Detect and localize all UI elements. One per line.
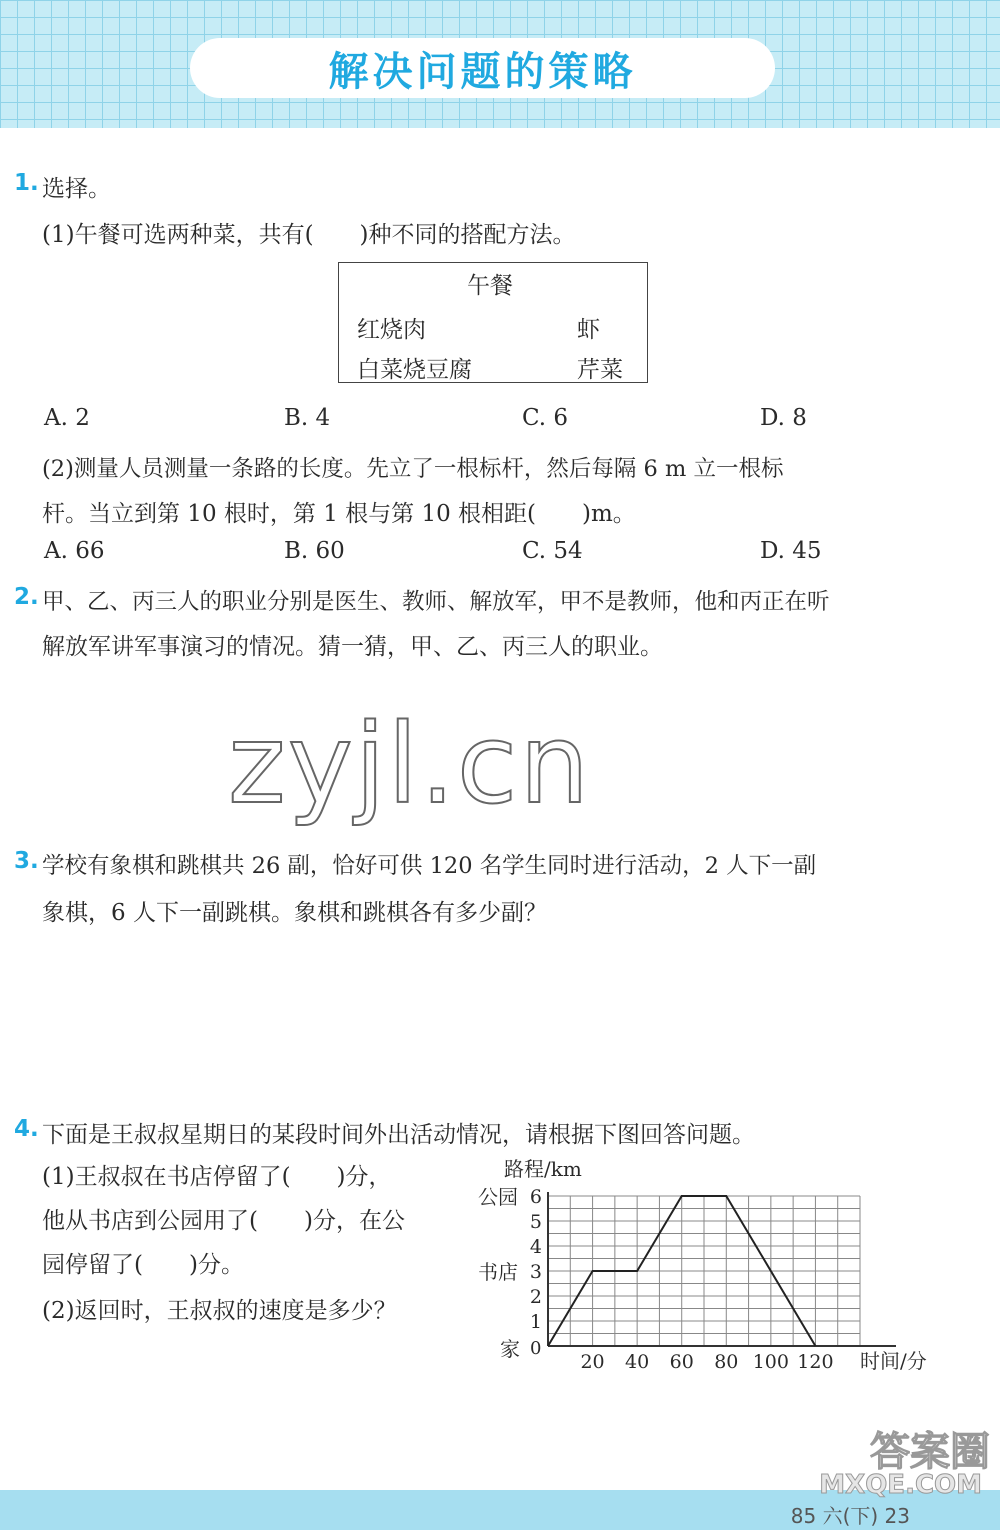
q4-line1: 下面是王叔叔星期日的某段时间外出活动情况，请根据下图回答问题。: [42, 1122, 755, 1148]
brand-logo-top: 答案圈: [870, 1429, 990, 1475]
y-tick-label: 6: [529, 1186, 542, 1208]
q4-sub1-line1: (1)王叔叔在书店停留了( )分，: [42, 1164, 392, 1190]
watermark: zyjl.cn: [228, 700, 592, 828]
y-place-label-bookstore: 书店: [478, 1260, 518, 1284]
x-tick-label: 40: [625, 1351, 650, 1373]
chart-axes: [548, 1192, 896, 1346]
q1-option-d2: D. 45: [760, 538, 822, 564]
q3-line1: 学校有象棋和跳棋共 26 副，恰好可供 120 名学生同时进行活动，2 人下一副: [42, 853, 817, 879]
q2-number: 2.: [14, 584, 39, 610]
q1-option-c: C. 6: [522, 405, 569, 431]
q1-sub2-line1: (2)测量人员测量一条路的长度。先立了一根标杆，然后每隔 6 m 立一根标: [42, 456, 784, 482]
y-tick-label: 4: [529, 1236, 542, 1258]
x-tick-label: 100: [752, 1351, 789, 1373]
page-title: 解决问题的策略: [328, 48, 637, 95]
q4-number: 4.: [14, 1116, 39, 1142]
y-place-label-home: 家: [500, 1337, 520, 1361]
menu-item: 虾: [577, 317, 600, 343]
header-grid-banner: [0, 0, 1000, 128]
title-pill: [190, 38, 775, 98]
q1-sub1: (1)午餐可选两种菜，共有( )种不同的搭配方法。: [42, 222, 576, 248]
y-axis-label: 路程/km: [504, 1157, 582, 1181]
q2-line2: 解放军讲军事演习的情况。猜一猜，甲、乙、丙三人的职业。: [42, 634, 663, 660]
brand-logo: MXQE.COM: [819, 1470, 982, 1500]
q1-option-a2: A. 66: [44, 538, 105, 564]
q2-line1: 甲、乙、丙三人的职业分别是医生、教师、解放军，甲不是教师，他和丙正在听: [42, 589, 830, 615]
menu-heading: 午餐: [467, 273, 513, 299]
y-tick-label: 2: [529, 1286, 542, 1308]
x-tick-label: 80: [714, 1351, 739, 1373]
distance-time-chart: [460, 1150, 960, 1380]
q1-option-b2: B. 60: [284, 538, 345, 564]
q4-sub2: (2)返回时，王叔叔的速度是多少？: [42, 1298, 397, 1324]
q1-option-a: A. 2: [44, 405, 90, 431]
y-tick-label: 5: [529, 1211, 542, 1233]
lunch-menu-box: [338, 262, 648, 383]
q1-option-b: B. 4: [284, 405, 331, 431]
q1-text: 选择。: [42, 176, 111, 202]
q1-option-d: D. 8: [760, 405, 807, 431]
y-tick-label: 1: [529, 1311, 542, 1333]
page-number: 85 六(下) 23: [790, 1504, 910, 1528]
origin-label: 0: [530, 1338, 542, 1359]
q3-number: 3.: [14, 848, 39, 874]
q1-sub2-line2: 杆。当立到第 10 根时，第 1 根与第 10 根相距( )m。: [42, 501, 636, 527]
menu-item: 芹菜: [577, 357, 623, 383]
q4-sub1-line3: 园停留了( )分。: [42, 1252, 244, 1278]
menu-item: 红烧肉: [357, 317, 426, 343]
x-tick-label: 60: [669, 1351, 694, 1373]
q1-number: 1.: [14, 170, 39, 196]
y-place-label-park: 公园: [478, 1185, 518, 1209]
y-tick-label: 3: [529, 1261, 542, 1283]
x-tick-label: 120: [797, 1351, 834, 1373]
x-axis-label: 时间/分: [860, 1349, 927, 1373]
q1-option-c2: C. 54: [522, 538, 583, 564]
x-tick-label: 20: [580, 1351, 605, 1373]
q4-sub1-line2: 他从书店到公园用了( )分，在公: [42, 1208, 405, 1234]
menu-item: 白菜烧豆腐: [357, 357, 472, 383]
q3-line2: 象棋，6 人下一副跳棋。象棋和跳棋各有多少副？: [42, 900, 547, 926]
